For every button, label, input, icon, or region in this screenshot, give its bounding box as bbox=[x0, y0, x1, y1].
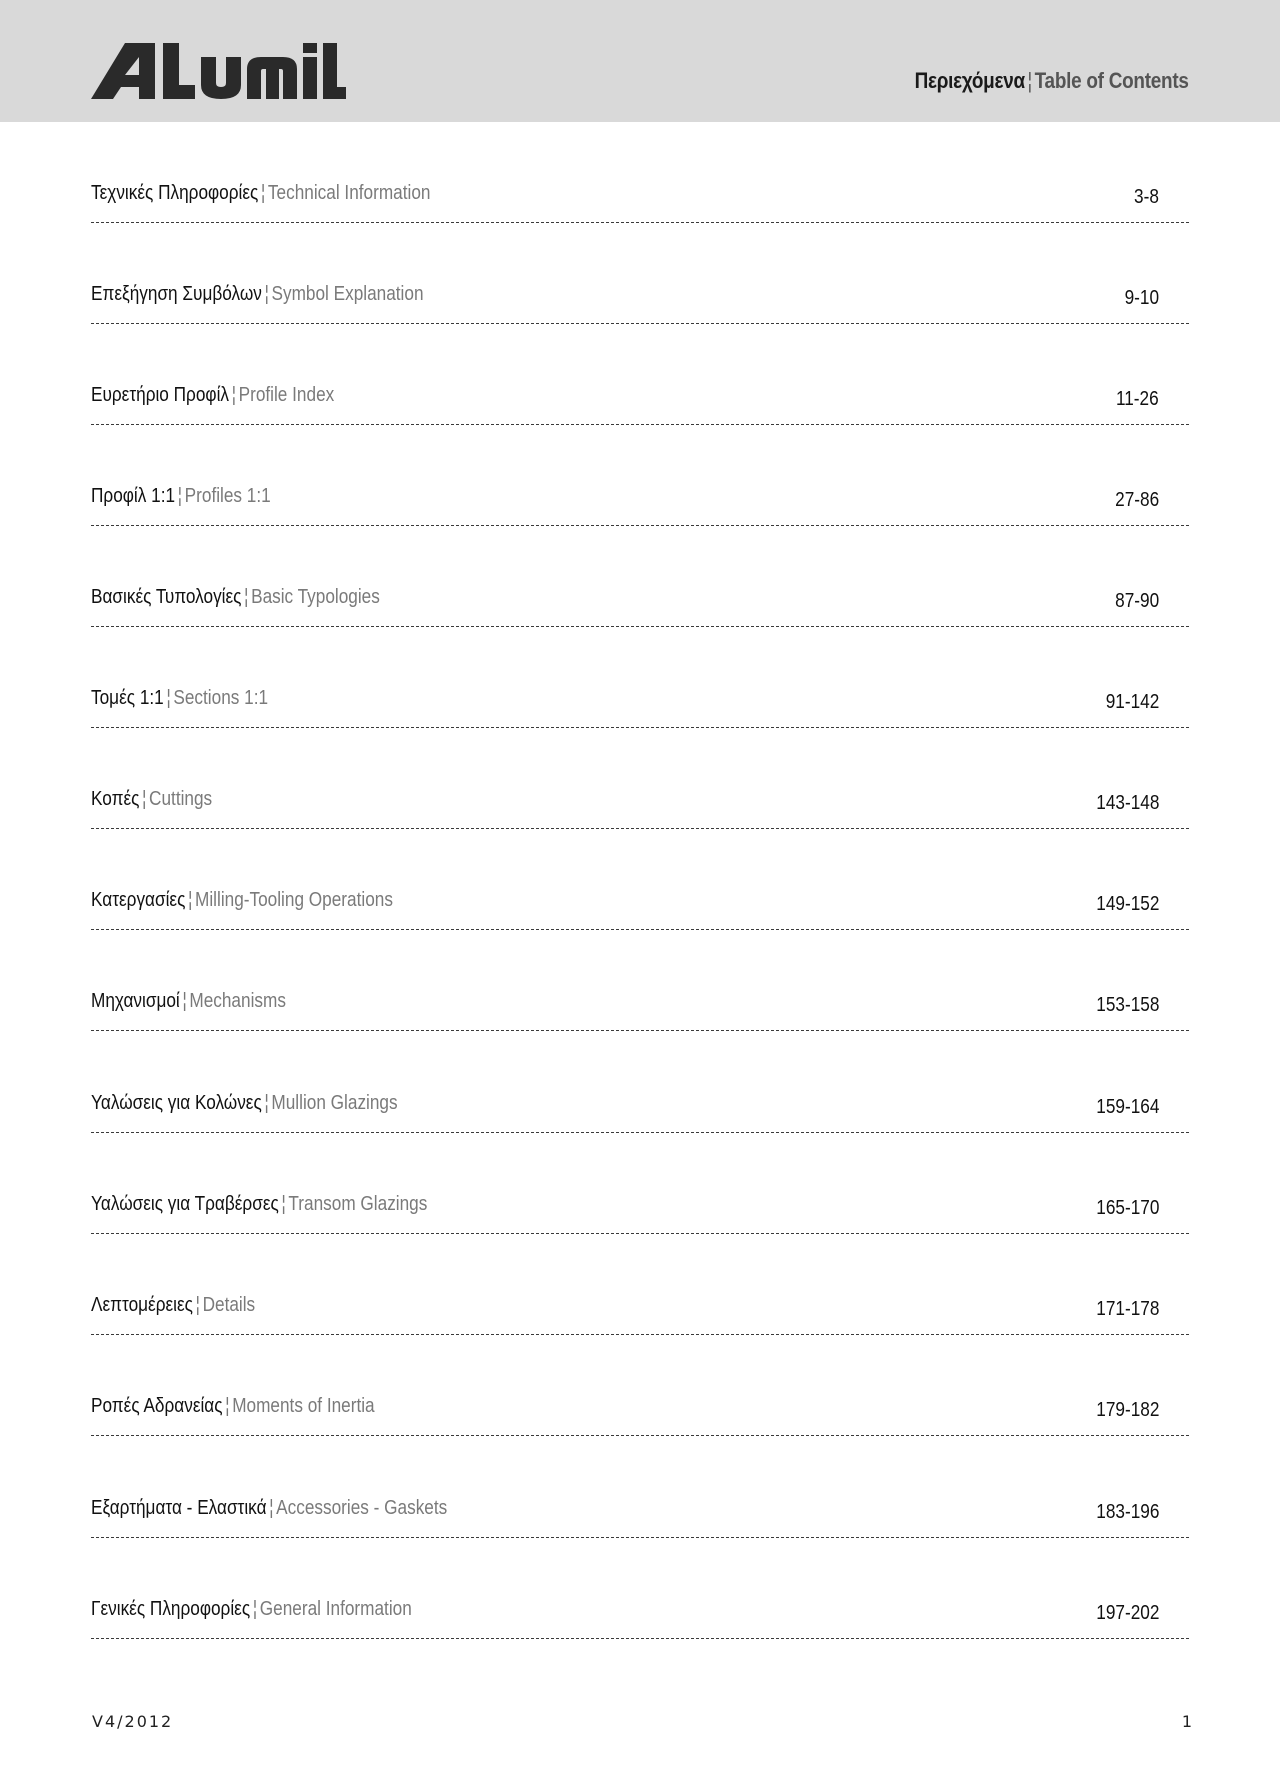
toc-entry-label bbox=[91, 1395, 375, 1418]
page-number: 1 bbox=[1181, 1712, 1192, 1731]
toc-entry-separator: ¦ bbox=[281, 1193, 286, 1215]
toc-entry-english: General Information bbox=[259, 1598, 412, 1620]
toc-entry-separator: ¦ bbox=[225, 1395, 230, 1417]
toc-entry-separator: ¦ bbox=[252, 1598, 258, 1620]
toc-entry-label bbox=[91, 788, 212, 811]
toc-entry-separator: ¦ bbox=[177, 485, 183, 507]
toc-entry[interactable] bbox=[91, 485, 1189, 526]
title-greek: Περιεχόμενα bbox=[914, 68, 1026, 93]
toc-entry-pages: 183-196 bbox=[1095, 1501, 1159, 1523]
toc-entry-english: Moments of Inertia bbox=[232, 1395, 375, 1417]
toc-entry-label bbox=[91, 485, 271, 508]
toc-entry-greek: Εξαρτήματα - Ελαστικά bbox=[91, 1497, 267, 1519]
toc-entry-separator: ¦ bbox=[195, 1294, 201, 1316]
toc-entry[interactable] bbox=[91, 788, 1189, 829]
toc-entry-pages: 197-202 bbox=[1095, 1602, 1159, 1624]
toc-entry-separator: ¦ bbox=[166, 687, 171, 709]
toc-entry[interactable] bbox=[91, 990, 1189, 1031]
toc-entry-label bbox=[91, 687, 268, 710]
toc-entry[interactable] bbox=[91, 283, 1189, 324]
toc-entry-english: Symbol Explanation bbox=[271, 283, 424, 305]
toc-entry-greek: Βασικές Τυπολογίες bbox=[91, 586, 242, 608]
toc-entry-greek: Ροπές Αδρανείας bbox=[91, 1395, 223, 1417]
toc-entry-english: Profiles 1:1 bbox=[184, 485, 271, 507]
toc-entry-pages: 159-164 bbox=[1095, 1096, 1159, 1118]
toc-entry-greek: Μηχανισμοί bbox=[91, 990, 180, 1012]
toc-entry-pages: 27-86 bbox=[1115, 489, 1159, 511]
toc-entry-greek: Προφίλ 1:1 bbox=[91, 485, 176, 507]
toc-entry-greek: Υαλώσεις για Κολώνες bbox=[91, 1092, 262, 1114]
toc-entry-english: Profile Index bbox=[238, 384, 335, 406]
toc-entry-pages: 3-8 bbox=[1134, 186, 1159, 208]
toc-entry-greek: Υαλώσεις για Τραβέρσες bbox=[91, 1193, 279, 1215]
toc-entry[interactable] bbox=[91, 1497, 1189, 1538]
toc-entry-english: Technical Information bbox=[267, 182, 431, 204]
toc-entry-label bbox=[91, 586, 380, 609]
page-title bbox=[915, 68, 1189, 94]
toc-entry-english: Milling-Tooling Operations bbox=[195, 889, 393, 911]
toc-entry-separator: ¦ bbox=[182, 990, 187, 1012]
toc-entry-english: Cuttings bbox=[149, 788, 213, 810]
toc-entry-greek: Τεχνικές Πληροφορίες bbox=[91, 182, 259, 204]
toc-entry-separator: ¦ bbox=[141, 788, 147, 810]
toc-entry-greek: Τομές 1:1 bbox=[91, 687, 164, 709]
toc-entry-label bbox=[91, 889, 393, 912]
toc-entry-english: Mullion Glazings bbox=[271, 1092, 398, 1114]
toc-entry-label bbox=[91, 384, 334, 407]
toc-entry-greek: Επεξήγηση Συμβόλων bbox=[91, 283, 262, 305]
toc-entry-separator: ¦ bbox=[187, 889, 193, 911]
toc-entry-pages: 179-182 bbox=[1095, 1399, 1159, 1421]
toc-entry-separator: ¦ bbox=[269, 1497, 274, 1519]
toc-entry-pages: 91-142 bbox=[1105, 691, 1159, 713]
toc-entry-greek: Κοπές bbox=[91, 788, 140, 810]
toc-entry-label bbox=[91, 1598, 412, 1621]
toc-entry[interactable] bbox=[91, 1092, 1189, 1133]
toc-entry-separator: ¦ bbox=[260, 182, 266, 204]
toc-entry[interactable] bbox=[91, 687, 1189, 728]
toc-entry-separator: ¦ bbox=[244, 586, 249, 608]
title-separator: ¦ bbox=[1027, 68, 1033, 93]
toc-entry[interactable] bbox=[91, 1395, 1189, 1436]
toc-entry-english: Sections 1:1 bbox=[173, 687, 269, 709]
toc-entry-greek: Λεπτομέρειες bbox=[91, 1294, 193, 1316]
toc-entry[interactable] bbox=[91, 384, 1189, 425]
toc-entry-pages: 149-152 bbox=[1095, 893, 1159, 915]
toc-entry-label bbox=[91, 1193, 427, 1216]
toc-entry-label bbox=[91, 1497, 447, 1520]
toc-entry-pages: 165-170 bbox=[1095, 1197, 1159, 1219]
toc-entry-separator: ¦ bbox=[231, 384, 237, 406]
alumil-logo bbox=[91, 43, 346, 99]
toc-entry-separator: ¦ bbox=[264, 1092, 269, 1114]
toc-entry[interactable] bbox=[91, 889, 1189, 930]
toc-entry[interactable] bbox=[91, 586, 1189, 627]
toc-entry-english: Transom Glazings bbox=[288, 1193, 428, 1215]
toc-entry-greek: Ευρετήριο Προφίλ bbox=[91, 384, 229, 406]
toc-entry-pages: 171-178 bbox=[1095, 1298, 1159, 1320]
title-english: Table of Contents bbox=[1035, 68, 1189, 93]
document-version: V4/2012 bbox=[92, 1712, 174, 1731]
toc-entry-pages: 87-90 bbox=[1115, 590, 1159, 612]
page-header bbox=[0, 0, 1280, 122]
toc-entry-label bbox=[91, 1092, 398, 1115]
toc-entry-separator: ¦ bbox=[264, 283, 269, 305]
toc-entry-pages: 143-148 bbox=[1095, 792, 1159, 814]
toc-entry[interactable] bbox=[91, 182, 1189, 223]
toc-entry[interactable] bbox=[91, 1598, 1189, 1639]
toc-entry-label bbox=[91, 283, 424, 306]
toc-entry-pages: 11-26 bbox=[1116, 388, 1159, 410]
toc-entry-pages: 9-10 bbox=[1124, 287, 1159, 309]
toc-entry-english: Mechanisms bbox=[189, 990, 286, 1012]
toc-entry[interactable] bbox=[91, 1193, 1189, 1234]
toc-entry-label bbox=[91, 1294, 255, 1317]
toc-entry-greek: Γενικές Πληροφορίες bbox=[91, 1598, 251, 1620]
toc-entry-english: Details bbox=[202, 1294, 256, 1316]
toc-entry-label bbox=[91, 990, 286, 1013]
toc-entry-label bbox=[91, 182, 430, 205]
toc-entry-english: Basic Typologies bbox=[251, 586, 380, 608]
toc-entry-greek: Κατεργασίες bbox=[91, 889, 186, 911]
toc-entry-pages: 153-158 bbox=[1095, 994, 1159, 1016]
toc-entry[interactable] bbox=[91, 1294, 1189, 1335]
toc-entry-english: Accessories - Gaskets bbox=[276, 1497, 448, 1519]
